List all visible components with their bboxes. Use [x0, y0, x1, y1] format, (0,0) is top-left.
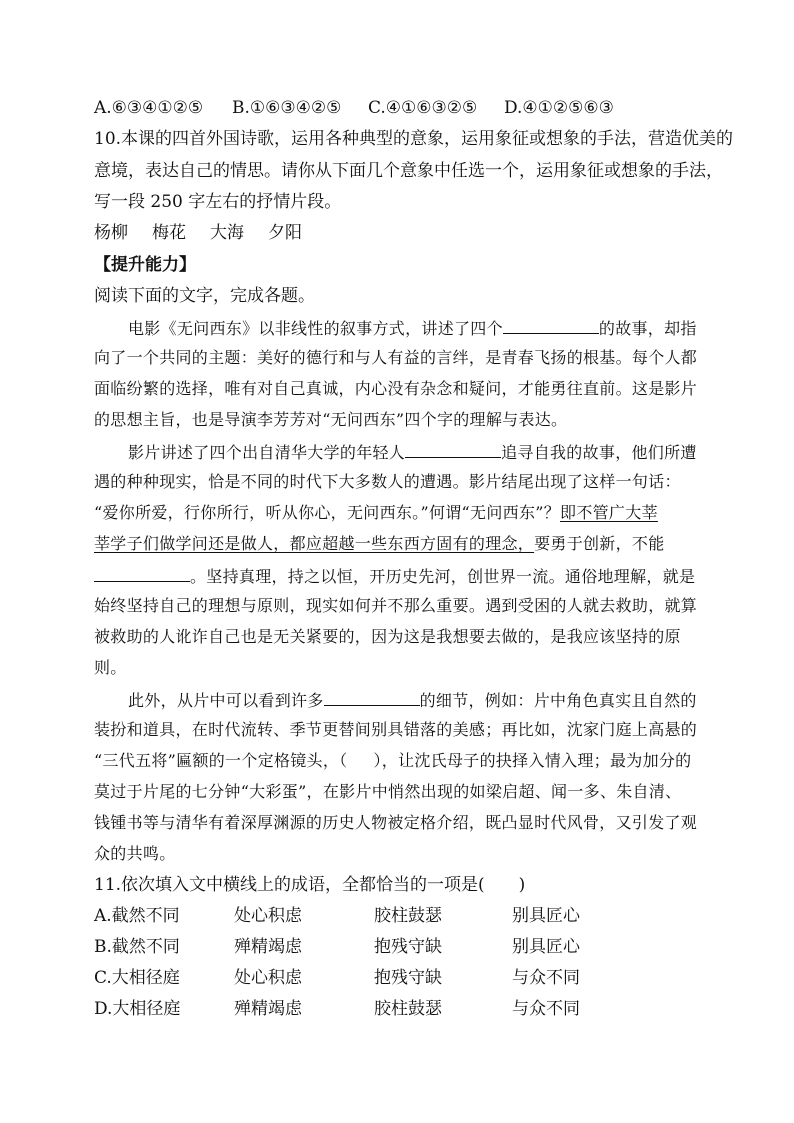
- passage-line: 面临纷繁的选择，唯有对自己真诚，内心没有杂念和疑问，才能勇往直前。这是影片: [94, 379, 698, 398]
- q9-option-c: C.④①⑥③②⑤: [368, 98, 478, 118]
- passage-text: 。坚持真理，持之以恒，开历史先河，创世界一流。通俗地理解，就是: [190, 567, 696, 586]
- option-word: 与众不同: [512, 968, 580, 988]
- underlined-sentence: 莘学子们做学问还是做人，都应超越一些东西方固有的理念，: [94, 534, 535, 553]
- passage-text: ），让沈氏母子的抉择入情入理；最为加分的: [373, 751, 692, 770]
- passage-text: “三代五将”匾额的一个定格镜头，（: [94, 751, 348, 770]
- passage-text: 追寻自我的故事，他们所遭: [501, 443, 697, 462]
- q9-option-b: B.①⑥③④②⑤: [232, 98, 342, 118]
- passage-line: 莫过于片尾的七分钟“大彩蛋”，在影片中悄然出现的如梁启超、闻一多、朱自清、: [94, 782, 682, 801]
- passage-line: 遇的种种现实，恰是不同的时代下大多数人的遭遇。影片结尾出现了这样一句话：: [94, 472, 681, 491]
- passage-line: [94, 502, 658, 524]
- q11-option-b: [94, 936, 654, 958]
- passage-text: 影片讲述了四个出自清华大学的年轻人: [128, 443, 406, 462]
- option-word: 抱残守缺: [374, 937, 442, 957]
- q9-option-d: D.④①②⑤⑥③: [504, 98, 614, 118]
- q11-option-a: [94, 905, 654, 927]
- passage-line: [128, 316, 697, 340]
- q10-imagery-words: [94, 222, 326, 244]
- passage-line: 众的共鸣。: [94, 844, 176, 863]
- imagery-word: 梅花: [152, 223, 186, 243]
- q10-line-2: 意境，表达自己的情思。请你从下面几个意象中任选一个，运用象征或想象的手法，: [94, 161, 723, 181]
- q11-option-c: [94, 967, 654, 989]
- passage-text: “爱你所爱，行你所行，听从你心，无问西东。”何谓“无问西东”？: [94, 503, 561, 522]
- passage-text: 电影《无问西东》以非线性的叙事方式，讲述了四个: [128, 319, 503, 338]
- q9-options-row: [94, 97, 640, 119]
- reading-instruction: 阅读下面的文字，完成各题。: [94, 286, 315, 306]
- imagery-word: 夕阳: [268, 223, 302, 243]
- passage-line: 被救助的人讹诈自己也是无关紧要的，因为这是我想要去做的，是我应该坚持的原: [94, 627, 681, 646]
- answer-blank-1: [503, 316, 599, 334]
- passage-line: 的思想主旨，也是导演李芳芳对“无问西东”四个字的理解与表达。: [94, 410, 568, 429]
- imagery-word: 大海: [210, 223, 244, 243]
- passage-line: 向了一个共同的主题：美好的德行和与人有益的言绊，是青春飞扬的根基。每个人都: [94, 348, 698, 367]
- option-label: B.截然不同: [94, 937, 180, 957]
- option-word: 处心积虑: [234, 968, 302, 988]
- option-word: 别具匠心: [512, 937, 580, 957]
- option-word: 殚精竭虑: [234, 937, 302, 957]
- option-label: D.大相径庭: [94, 999, 181, 1019]
- passage-line: [128, 440, 697, 464]
- option-word: 别具匠心: [512, 906, 580, 926]
- passage-text: 的故事，却指: [598, 319, 697, 338]
- q11-stem: 11.依次填入文中横线上的成语，全都恰当的一项是( ): [94, 875, 526, 895]
- passage-line: [94, 564, 695, 588]
- q9-option-a: A.⑥③④①②⑤: [94, 98, 204, 118]
- option-word: 胶柱鼓瑟: [374, 999, 442, 1019]
- passage-text: 此外，从片中可以看到许多: [128, 691, 324, 710]
- passage-line: [128, 688, 697, 712]
- imagery-word: 杨柳: [94, 223, 128, 243]
- passage-line: 则。: [94, 658, 127, 677]
- option-word: 殚精竭虑: [234, 999, 302, 1019]
- passage-line: 始终坚持自己的理想与原则，现实如何并不那么重要。遇到受困的人就去救助，就算: [94, 596, 698, 615]
- section-heading: 【提升能力】: [94, 255, 196, 275]
- q10-line-1: 10.本课的四首外国诗歌，运用各种典型的意象，运用象征或想象的手法，营造优美的: [94, 129, 734, 149]
- passage-line: 装扮和道具，在时代流转、季节更替间别具错落的美感；再比如，沈家门庭上高悬的: [94, 720, 698, 739]
- passage-line: 钱锺书等与清华有着深厚渊源的历史人物被定格介绍，既凸显时代风骨，又引发了观: [94, 813, 698, 832]
- option-word: 胶柱鼓瑟: [374, 906, 442, 926]
- passage-text: 的细节，例如：片中角色真实且自然的: [419, 691, 697, 710]
- option-word: 处心积虑: [234, 906, 302, 926]
- passage-line: [94, 533, 665, 555]
- answer-blank-4: [324, 688, 420, 706]
- option-word: 与众不同: [512, 999, 580, 1019]
- q10-line-3: 写一段 250 字左右的抒情片段。: [94, 192, 342, 212]
- option-label: A.截然不同: [94, 906, 180, 926]
- q11-option-d: [94, 998, 654, 1020]
- passage-text: 要勇于创新，不能: [534, 534, 665, 553]
- underlined-sentence: 即不管广大莘: [560, 503, 658, 522]
- answer-blank-2: [405, 440, 501, 458]
- option-label: C.大相径庭: [94, 968, 180, 988]
- answer-blank-3: [94, 564, 190, 582]
- option-word: 抱残守缺: [374, 968, 442, 988]
- passage-line: [94, 750, 691, 772]
